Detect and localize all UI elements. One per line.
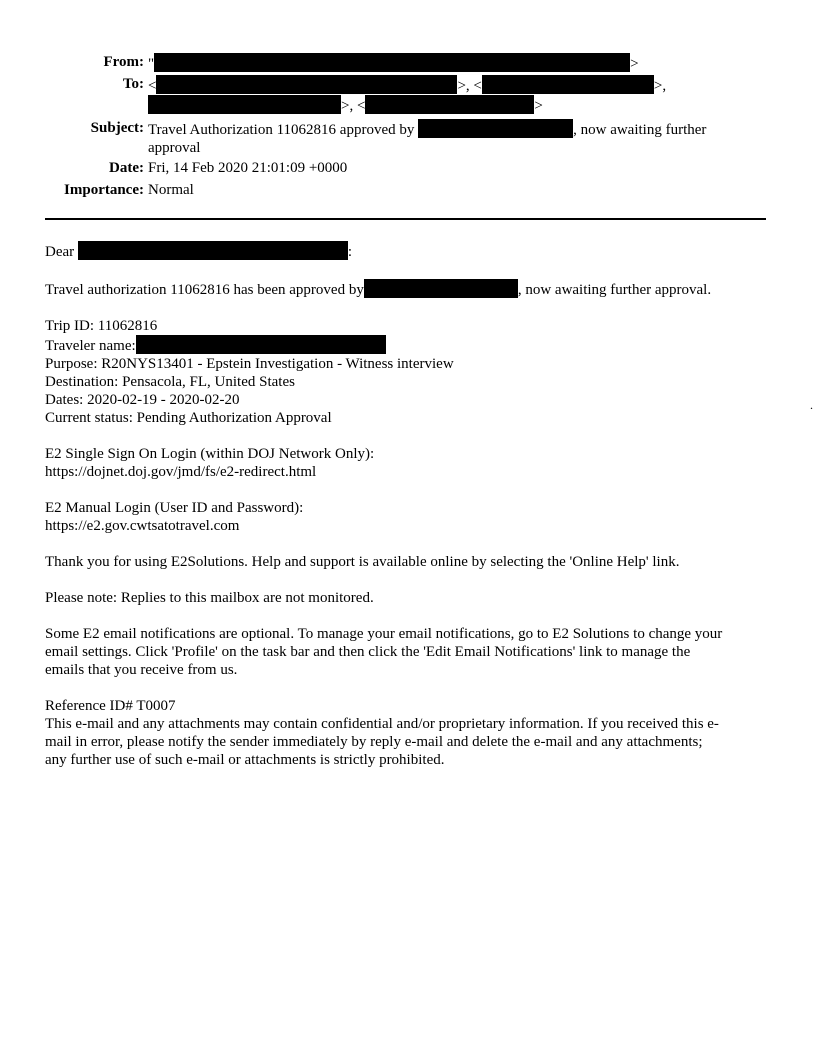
redaction-box [78,241,348,260]
footer-disclaimer: Reference ID# T0007 This e-mail and any attachments may contain confidential and/or proprietary information. If you received this e- mail in error, please notify the sender immediately by reply e-mail and delete the e-mail and any attachments; any further use of such e-mail or attachments is strictly prohibited. [45,697,775,769]
approval-line: Travel authorization 11062816 has been approved by , now awaiting further approval. [45,279,775,299]
from-label: From: [103,54,144,70]
date-label: Date: [109,160,144,176]
to-label: To: [122,76,144,92]
thanks-text: Thank you for using E2Solutions. Help and support is available online by selecting the 'Online Help' link. [45,554,680,570]
traveler-name: Traveler name: [45,335,775,355]
from-suffix: > [630,56,639,72]
redaction-box [154,53,630,72]
subject-row [0,119,816,155]
mailbox-note: Please note: Replies to this mailbox are not monitored. [45,590,374,606]
importance-row [0,181,816,199]
manual-label: E2 Manual Login (User ID and Password): [45,500,304,516]
redaction-box [156,75,457,94]
from-prefix: " [148,56,155,72]
redaction-box [482,75,654,94]
redaction-box [136,335,386,354]
trip-details [45,317,775,427]
to-value: < >, < >, >, < > [148,75,768,115]
reference-id: Reference ID# T0007 [45,698,176,714]
sso-login [45,445,775,481]
importance-label: Importance: [64,182,144,198]
current-status: Current status: Pending Authorization Approval [45,410,332,426]
from-row [0,53,816,71]
redaction-box [365,95,534,114]
optional-notifications: Some E2 email notifications are optional. To manage your email notifications, go to E2 Solutions to change your email settings. Click 'Profile' on the task bar and then click the 'Edit Email Notifications' link to manage the emails that you receive from us. [45,626,723,678]
redaction-box [148,95,341,114]
sso-label: E2 Single Sign On Login (within DOJ Network Only): [45,446,375,462]
margin-mark: . [810,398,813,412]
redaction-box [418,119,573,138]
manual-url-link[interactable]: https://e2.gov.cwtsatotravel.com [45,518,240,534]
greeting: Dear : [45,241,775,261]
sso-url-link[interactable]: https://dojnet.doj.gov/jmd/fs/e2-redirect.html [45,464,317,480]
date-row [0,159,816,177]
subject-label: Subject: [90,120,144,136]
from-value [148,53,768,73]
redaction-box [364,279,518,298]
dates: Dates: 2020-02-19 - 2020-02-20 [45,392,240,408]
subject-value: Travel Authorization 11062816 approved by , now awaiting further approval [148,119,768,157]
to-row [0,75,816,115]
date-value: Fri, 14 Feb 2020 21:01:09 +0000 [148,160,348,176]
destination: Destination: Pensacola, FL, United States [45,374,295,390]
email-body [45,241,775,787]
importance-value: Normal [148,182,194,198]
trip-id: Trip ID: 11062816 [45,318,158,334]
purpose: Purpose: R20NYS13401 - Epstein Investigation - Witness interview [45,356,454,372]
header-divider [45,218,766,220]
manual-login [45,499,775,535]
email-header [0,53,816,203]
